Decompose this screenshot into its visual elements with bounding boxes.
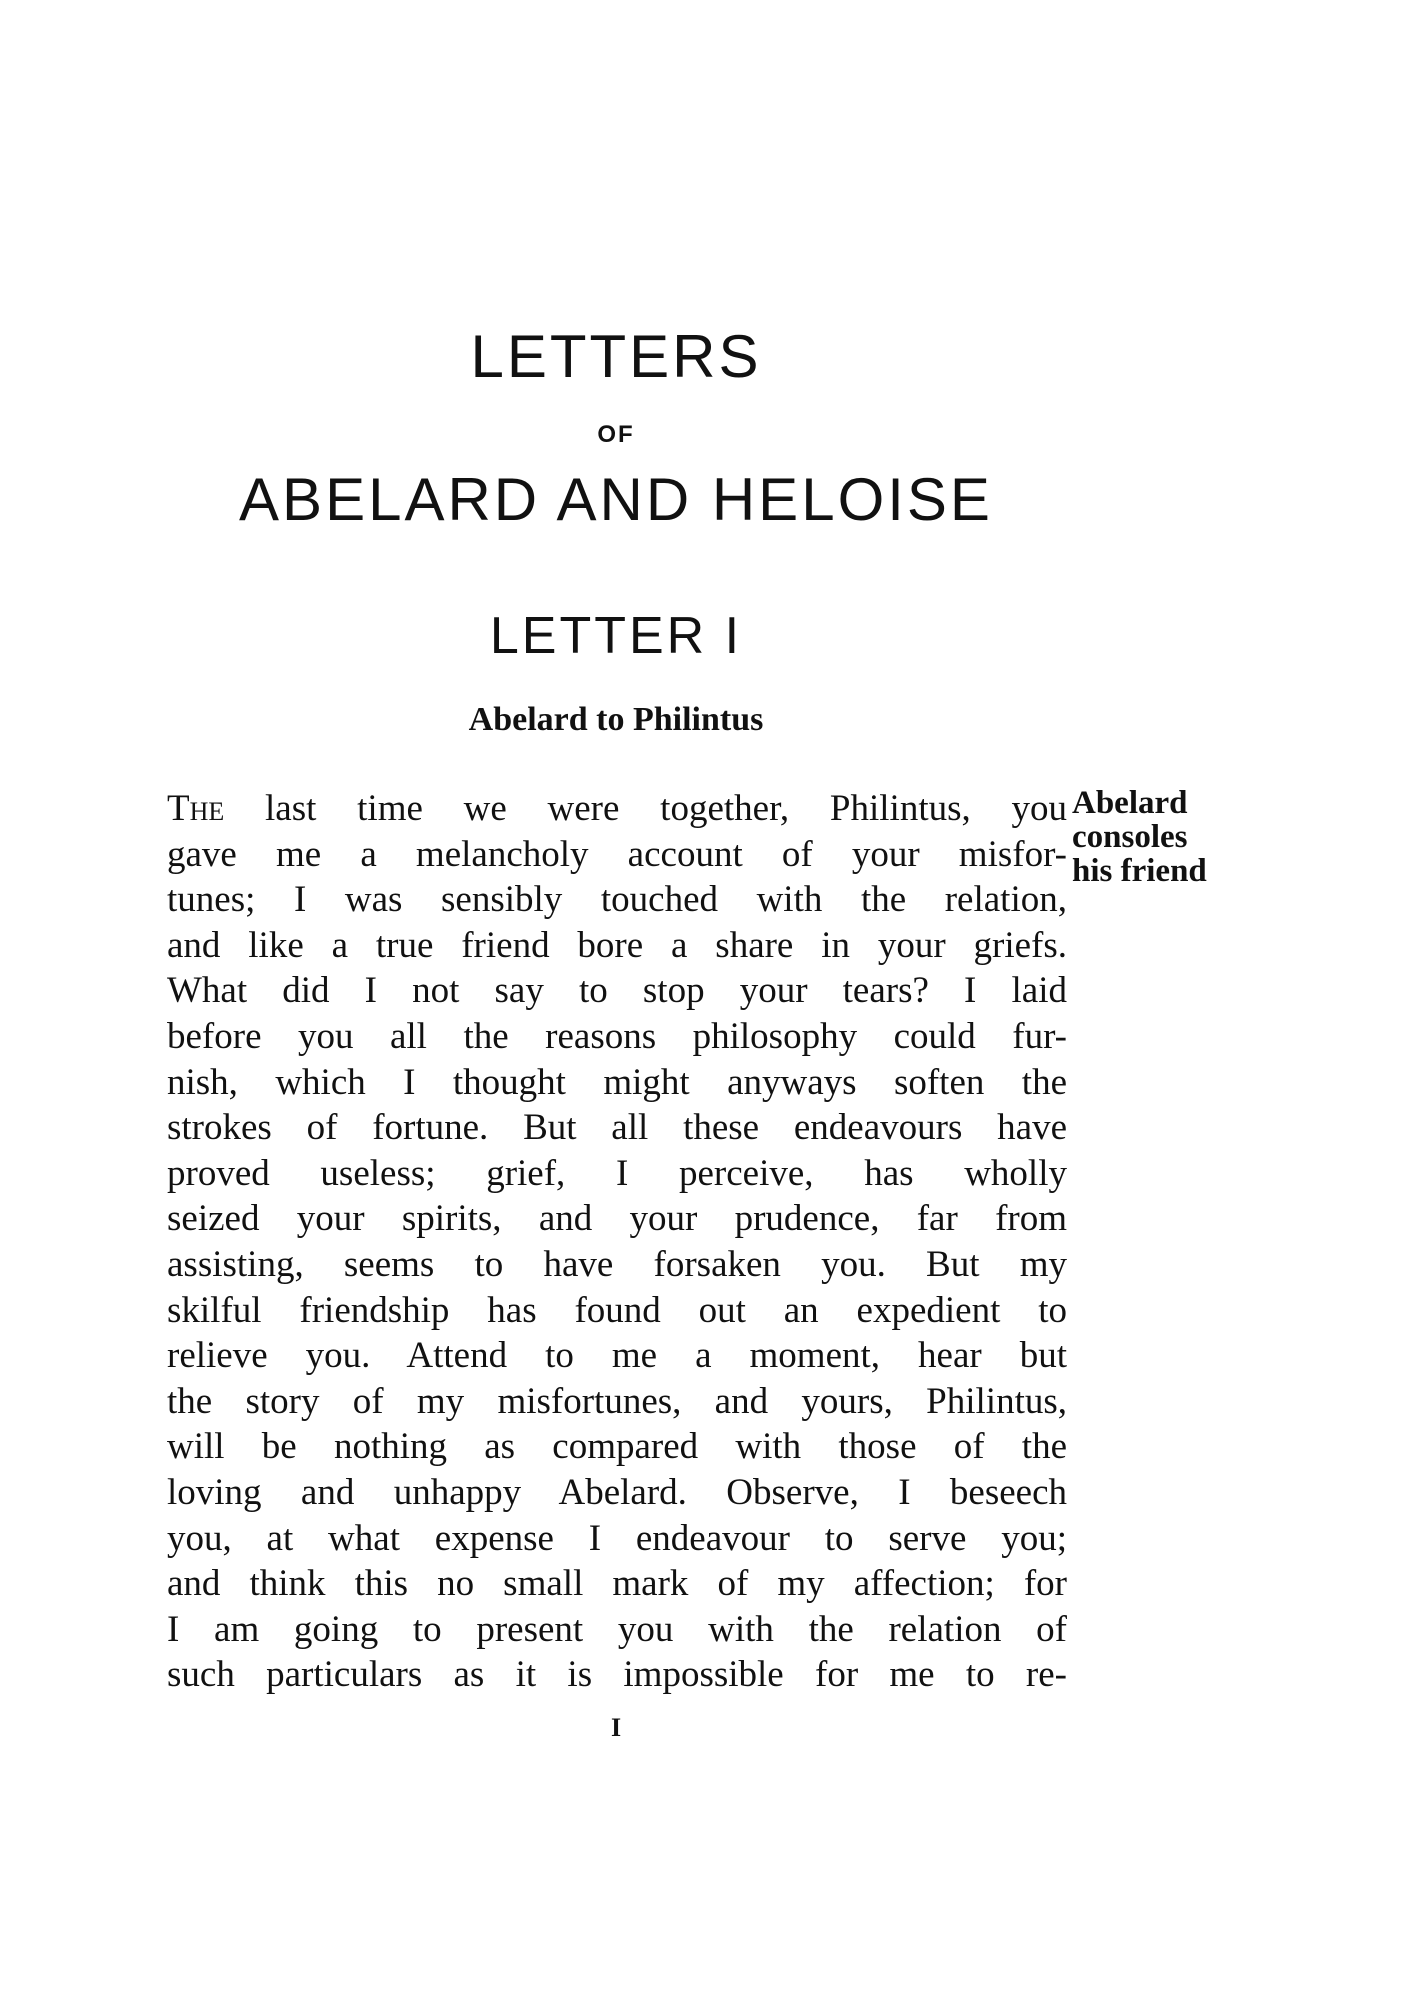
- body-line: will be nothing as compared with those of the: [167, 1426, 1067, 1468]
- page-number: I: [610, 1713, 622, 1742]
- letter-body: [167, 786, 1067, 1698]
- body-line: strokes of fortune. But all these endeavours have: [167, 1107, 1067, 1149]
- body-line: [167, 786, 1067, 832]
- body-line: before you all the reasons philosophy could fur-: [167, 1015, 1067, 1057]
- body-line: I am going to present you with the relation of: [167, 1608, 1067, 1650]
- body-line: tunes; I was sensibly touched with the relation,: [167, 879, 1067, 921]
- body-line: loving and unhappy Abelard. Observe, I beseech: [167, 1471, 1067, 1513]
- body-line: such particulars as it is impossible for me to re-: [167, 1654, 1067, 1696]
- body-line: the story of my misfortunes, and yours, Philintus,: [167, 1380, 1067, 1422]
- book-title-names: ABELARD AND HELOISE: [239, 466, 993, 533]
- body-line-text: last time we were together, Philintus, you: [224, 788, 1067, 829]
- margin-note-line: Abelard: [1072, 785, 1188, 821]
- margin-note-line: consoles: [1072, 819, 1188, 855]
- body-line: seized your spirits, and your prudence, far from: [167, 1198, 1067, 1240]
- book-title-connector: OF: [597, 421, 635, 448]
- letter-subtitle: Abelard to Philintus: [468, 701, 764, 738]
- body-line: nish, which I thought might anyways soften the: [167, 1061, 1067, 1103]
- book-title: LETTERS: [470, 323, 762, 390]
- body-line: relieve you. Attend to me a moment, hear but: [167, 1335, 1067, 1377]
- body-line: and like a true friend bore a share in your griefs.: [167, 924, 1067, 966]
- margin-note: [1072, 786, 1252, 888]
- first-word: The: [167, 788, 225, 829]
- body-line: and think this no small mark of my affection; for: [167, 1563, 1067, 1605]
- body-line: assisting, seems to have forsaken you. But my: [167, 1243, 1067, 1285]
- letter-heading: LETTER I: [489, 607, 743, 665]
- body-line: proved useless; grief, I perceive, has wholly: [167, 1152, 1067, 1194]
- margin-note-line: his friend: [1072, 853, 1207, 889]
- body-line: skilful friendship has found out an expedient to: [167, 1289, 1067, 1331]
- body-line: gave me a melancholy account of your misfor-: [167, 833, 1067, 875]
- body-line: you, at what expense I endeavour to serve you;: [167, 1517, 1067, 1559]
- body-line: What did I not say to stop your tears? I laid: [167, 970, 1067, 1012]
